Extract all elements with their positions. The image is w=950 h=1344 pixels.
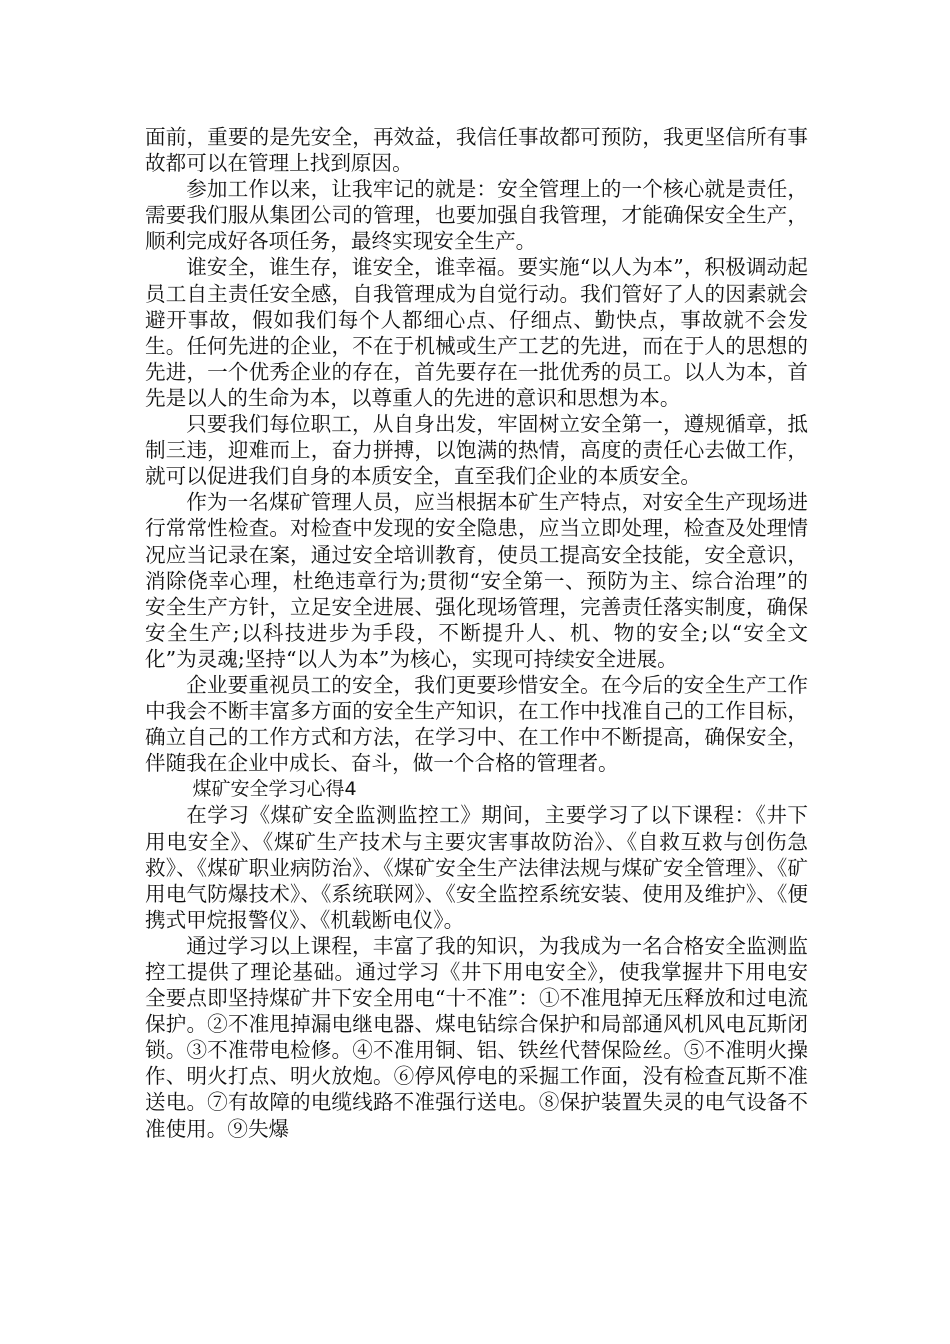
paragraph: 只要我们每位职工，从自身出发，牢固树立安全第一，遵规循章，抵制三违，迎难而上，奋力拼搏，以饱满的热情，高度的责任心去做工作，就可以促进我们自身的本质安全，直至我们企业的本质安全。 (145, 412, 808, 489)
paragraph: 作为一名煤矿管理人员，应当根据本矿生产特点，对安全生产现场进行常常性检查。对检查中发现的安全隐患，应当立即处理，检查及处理情况应当记录在案，通过安全培训教育，使员工提高安全技能，安全意识，消除侥幸心理，杜绝违章行为;贯彻“安全第一、预防为主、综合治理”的安全生产方针，立足安全进展、强化现场管理，完善责任落实制度，确保安全生产;以科技进步为手段，不断提升人、机、物的安全;以“安全文化”为灵魂;坚持“以人为本”为核心，实现可持续安全进展。 (145, 490, 808, 671)
paragraph: 企业要重视员工的安全，我们更要珍惜安全。在今后的安全生产工作中我会不断丰富多方面的安全生产知识，在工作中找准自己的工作目标，确立自己的工作方式和方法，在学习中、在工作中不断提高，确保安全，伴随我在企业中成长、奋斗，做一个合格的管理者。 (145, 672, 808, 776)
paragraph: 参加工作以来，让我牢记的就是：安全管理上的一个核心就是责任，需要我们服从集团公司的管理，也要加强自我管理，才能确保安全生产，顺利完成好各项任务，最终实现安全生产。 (145, 177, 808, 254)
paragraph: 在学习《煤矿安全监测监控工》期间，主要学习了以下课程：《井下用电安全》、《煤矿生产技术与主要灾害事故防治》、《自救互救与创伤急救》、《煤矿职业病防治》、《煤矿安全生产法律法规与煤矿安全管理》、《矿用电气防爆技术》、《系统联网》、《安全监控系统安装、使用及维护》、《便携式甲烷报警仪》、《机载断电仪》。 (145, 803, 808, 932)
document-page (145, 124, 808, 1142)
paragraph: 谁安全，谁生存，谁安全，谁幸福。要实施“以人为本”，积极调动起员工自主责任安全感，自我管理成为自觉行动。我们管好了人的因素就会避开事故，假如我们每个人都细心点、仔细点、勤快点，事故就不会发生。任何先进的企业，不在于机械或生产工艺的先进，而在于人的思想的先进，一个优秀企业的存在，首先要存在一批优秀的员工。以人为本，首先是以人的生命为本，以尊重人的先进的意识和思想为本。 (145, 255, 808, 410)
paragraph-continuation: 面前，重要的是先安全，再效益，我信任事故都可预防，我更坚信所有事故都可以在管理上找到原因。 (145, 125, 808, 176)
paragraph: 通过学习以上课程，丰富了我的知识，为我成为一名合格安全监测监控工提供了理论基础。通过学习《井下用电安全》，使我掌握井下用电安全要点即坚持煤矿井下安全用电“十不准”：①不准甩掉无压释放和过电流保护。②不准甩掉漏电继电器、煤电钻综合保护和局部通风机风电瓦斯闭锁。③不准带电检修。④不准用铜、铝、铁丝代替保险丝。⑤不准明火操作、明火打点、明火放炮。⑥停风停电的采掘工作面，没有检查瓦斯不准送电。⑦有故障的电缆线路不准强行送电。⑧保护装置失灵的电气设备不准使用。⑨失爆 (145, 933, 808, 1141)
section-heading: 煤矿安全学习心得4 (192, 778, 357, 801)
